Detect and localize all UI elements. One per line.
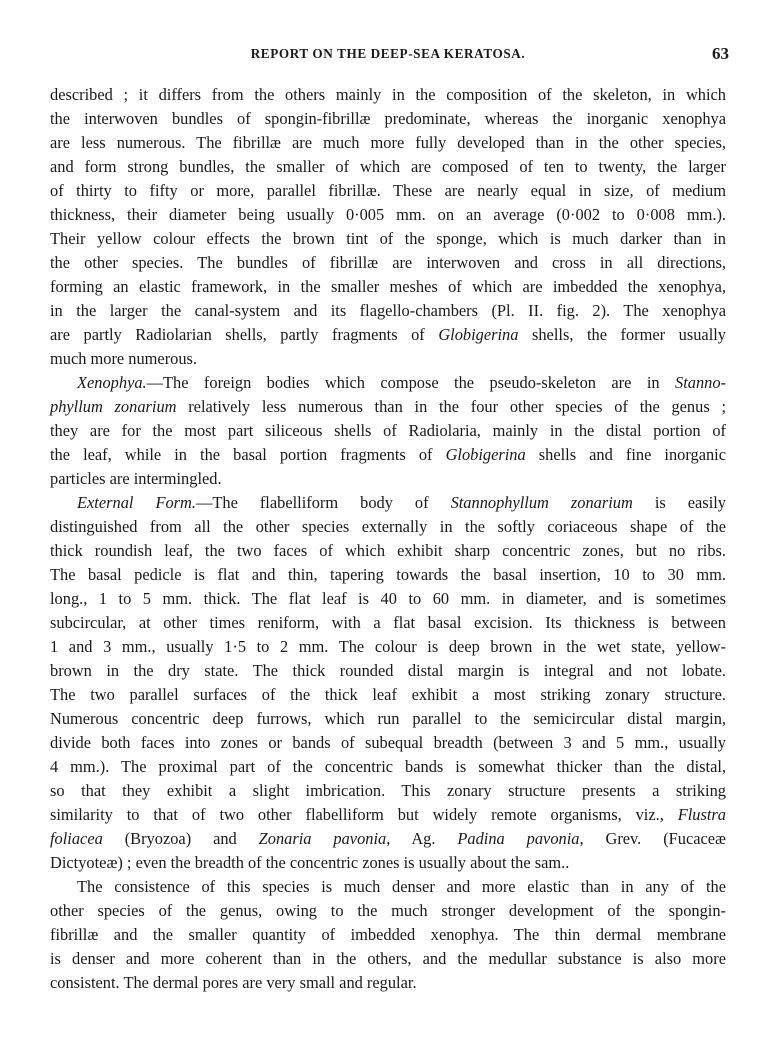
text-line [50,683,726,707]
text-line [50,851,726,875]
text-line [50,611,726,635]
text-line [50,419,726,443]
text-line [50,971,726,995]
text-line [50,179,726,203]
text-run: —The foreign bodies which compose the pseudo-skeleton are in [146,373,675,392]
text-run: 4 mm.). The proximal part of the concentric bands is somewhat thicker than the distal, [50,757,726,776]
text-run: brown in the dry state. The thick rounded distal margin is integral and not lobate. [50,661,726,680]
text-run: shells, the former usually [518,325,726,344]
text-run: The basal pedicle is flat and thin, tapering towards the basal insertion, 10 to 30 mm. [50,565,726,584]
text-run: thickness, their diameter being usually 0·005 mm. on an average (0·002 to 0·008 mm.). [50,205,726,224]
text-run: the interwoven bundles of spongin-fibrillæ predominate, whereas the inorganic xenophya [50,109,726,128]
text-line [50,587,726,611]
text-line [50,563,726,587]
text-line [50,371,726,395]
running-head [50,44,729,68]
text-line [50,779,726,803]
text-run: of thirty to fifty or more, parallel fibrillæ. These are nearly equal in size, of medium [50,181,726,200]
text-run: relatively less numerous than in the four other species of the genus ; [176,397,726,416]
text-run: is easily [632,493,726,512]
paragraph [50,371,726,491]
text-line [50,875,726,899]
text-line [50,227,726,251]
text-run: Numerous concentric deep furrows, which run parallel to the semicircular distal margin, [50,709,726,728]
text-run: distinguished from all the other species externally in the softly coriaceous shape of the [50,517,726,536]
text-line [50,299,726,323]
text-line [50,443,726,467]
paragraph [50,83,726,371]
text-line [50,203,726,227]
text-line [50,755,726,779]
text-run: Dictyoteæ) ; even the breadth of the concentric zones is usually about the sam.. [50,853,570,872]
text-run: Their yellow colour effects the brown tint of the sponge, which is much darker than in [50,229,726,248]
text-line [50,659,726,683]
text-run: The two parallel surfaces of the thick leaf exhibit a most striking zonary structure. [50,685,726,704]
text-run: much more numerous. [50,349,198,368]
text-run: described ; it differs from the others mainly in the composition of the skeleton, in which [50,85,726,104]
italic-term: Zonaria pavonia [258,829,387,848]
text-line [50,83,726,107]
text-run: divide both faces into zones or bands of subequal breadth (between 3 and 5 mm., usually [50,733,726,752]
page-number: 63 [712,44,729,63]
italic-term: Stanno- [675,373,726,392]
text-line [50,275,726,299]
text-line [50,155,726,179]
italic-term: Globigerina [445,445,526,464]
text-run: —The flabelliform body of [195,493,451,512]
text-line [50,731,726,755]
text-line [50,491,726,515]
text-line [50,707,726,731]
text-run: and form strong bundles, the smaller of which are composed of ten to twenty, the larger [50,157,726,176]
text-run: , Ag. [386,829,458,848]
text-run: 1 and 3 mm., usually 1·5 to 2 mm. The colour is deep brown in the wet state, yellow- [50,637,726,656]
text-line [50,827,726,851]
text-run: so that they exhibit a slight imbrication. This zonary structure presents a striking [50,781,726,800]
text-line [50,251,726,275]
text-run: thick roundish leaf, the two faces of which exhibit sharp concentric zones, but no ribs. [50,541,726,560]
text-run: the other species. The bundles of fibrillæ are interwoven and cross in all directions, [50,253,726,272]
text-line [50,899,726,923]
italic-term: Flustra [677,805,726,824]
text-line [50,131,726,155]
italic-term: Globigerina [438,325,519,344]
paragraph [50,491,726,875]
text-line [50,515,726,539]
text-run: , Grev. (Fucaceæ [579,829,726,848]
text-line [50,347,726,371]
text-run: consistent. The dermal pores are very small and regular. [50,973,417,992]
text-run: long., 1 to 5 mm. thick. The flat leaf is 40 to 60 mm. in diameter, and is sometimes [50,589,726,608]
text-line [50,467,726,491]
text-line [50,539,726,563]
text-run: (Bryozoa) and [102,829,259,848]
text-run: are less numerous. The fibrillæ are much more fully developed than in the other species, [50,133,726,152]
italic-term: phyllum zonarium [50,397,177,416]
text-run: subcircular, at other times reniform, with a flat basal excision. Its thickness is between [50,613,726,632]
text-run: The consistence of this species is much denser and more elastic than in any of the [77,877,726,896]
italic-term: foliacea [50,829,103,848]
paragraph [50,875,726,995]
running-title: REPORT ON THE DEEP-SEA KERATOSA. [250,46,526,61]
body-text [50,83,726,995]
text-run: they are for the most part siliceous shells of Radiolaria, mainly in the distal portion of [50,421,726,440]
text-line [50,803,726,827]
text-run: other species of the genus, owing to the much stronger development of the spongin- [50,901,726,920]
italic-term: Stannophyllum zonarium [450,493,633,512]
text-run: are partly Radiolarian shells, partly fragments of [50,325,439,344]
text-line [50,947,726,971]
italic-term: Xenophya. [77,373,147,392]
text-line [50,395,726,419]
text-run: the leaf, while in the basal portion fragments of [50,445,446,464]
text-line [50,923,726,947]
text-run: in the larger the canal-system and its flagello-chambers (Pl. II. fig. 2). The xenophya [50,301,726,320]
text-run: particles are intermingled. [50,469,222,488]
italic-term: Padina pavonia [457,829,580,848]
text-run: is denser and more coherent than in the others, and the medullar substance is also more [50,949,726,968]
text-line [50,323,726,347]
text-run: similarity to that of two other flabelliform but widely remote organisms, viz., [50,805,678,824]
text-line [50,635,726,659]
text-run: shells and fine inorganic [525,445,726,464]
italic-term: External Form. [77,493,196,512]
text-run: forming an elastic framework, in the smaller meshes of which are imbedded the xenophya, [50,277,726,296]
text-line [50,107,726,131]
text-run: fibrillæ and the smaller quantity of imbedded xenophya. The thin dermal membrane [50,925,726,944]
